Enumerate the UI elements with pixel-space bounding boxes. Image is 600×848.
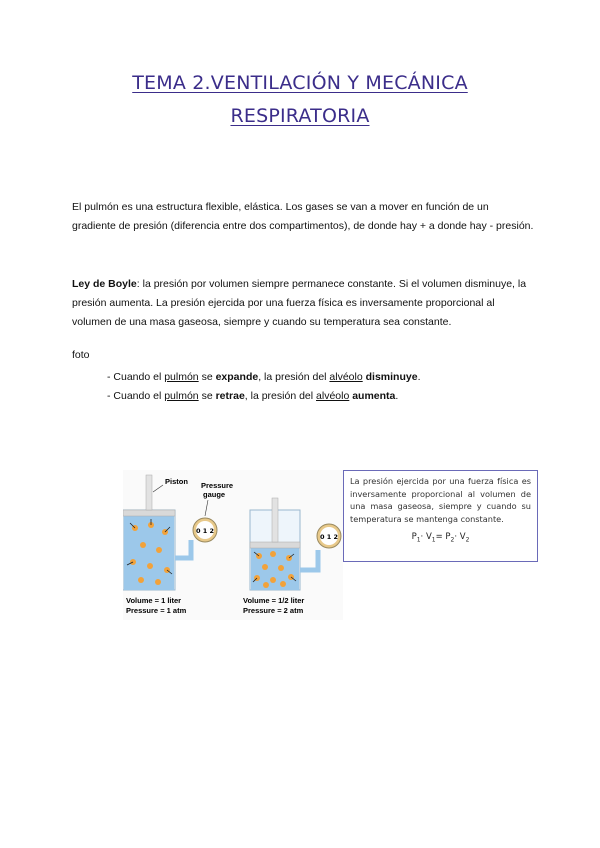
boyle-paragraph: [72, 275, 534, 332]
intro-paragraph: El pulmón es una estructura flexible, elástica. Los gases se van a mover en función de un gradiente de presión (diferencia entre dos compartimentos), de donde hay + a donde hay - presión.: [72, 201, 534, 232]
bullet-retract: - Cuando el pulmón se retrae, la presión del alvéolo aumenta.: [107, 390, 399, 402]
right-caption-pressure: Pressure = 2 atm: [243, 606, 304, 615]
left-caption-pressure: Pressure = 1 atm: [126, 606, 187, 615]
page-title-line2: RESPIRATORIA: [230, 105, 370, 127]
left-caption-volume: Volume = 1 liter: [126, 596, 182, 605]
page-title: TEMA 2.VENTILACIÓN Y MECÁNICA: [132, 72, 468, 94]
foto-label: foto: [72, 349, 90, 361]
boyle-text: : la presión por volumen siempre permanece constante. Si el volumen disminuye, la presión aumenta. La presión ejercida por una fuerza física es inversamente proporcional al volumen de una masa gaseosa, siempre y cuando su temperatura sea constante.: [72, 278, 527, 328]
piston-label: Piston: [165, 477, 188, 486]
right-caption-volume: Volume = 1/2 liter: [243, 596, 305, 605]
formula-box: [343, 470, 538, 562]
boyle-equation: $P_1\cdot V_1= P_2\cdot V_2$: [411, 532, 470, 544]
left-gauge-scale: 0 1 2: [195, 527, 215, 535]
gauge-label: gauge: [203, 490, 226, 499]
formula-description: La presión ejercida por una fuerza física es inversamente proporcional al volumen de una masa gaseosa, siempre y cuando su temperatura se mantenga constante.: [350, 476, 531, 524]
right-gauge-scale: 0 1 2: [319, 533, 339, 541]
pressure-label: Pressure: [201, 481, 234, 490]
boyle-term: Ley de Boyle: [72, 278, 137, 290]
bullet-expand: - Cuando el pulmón se expande, la presión del alvéolo disminuye.: [107, 371, 421, 383]
boyle-law-figure: [123, 470, 343, 620]
